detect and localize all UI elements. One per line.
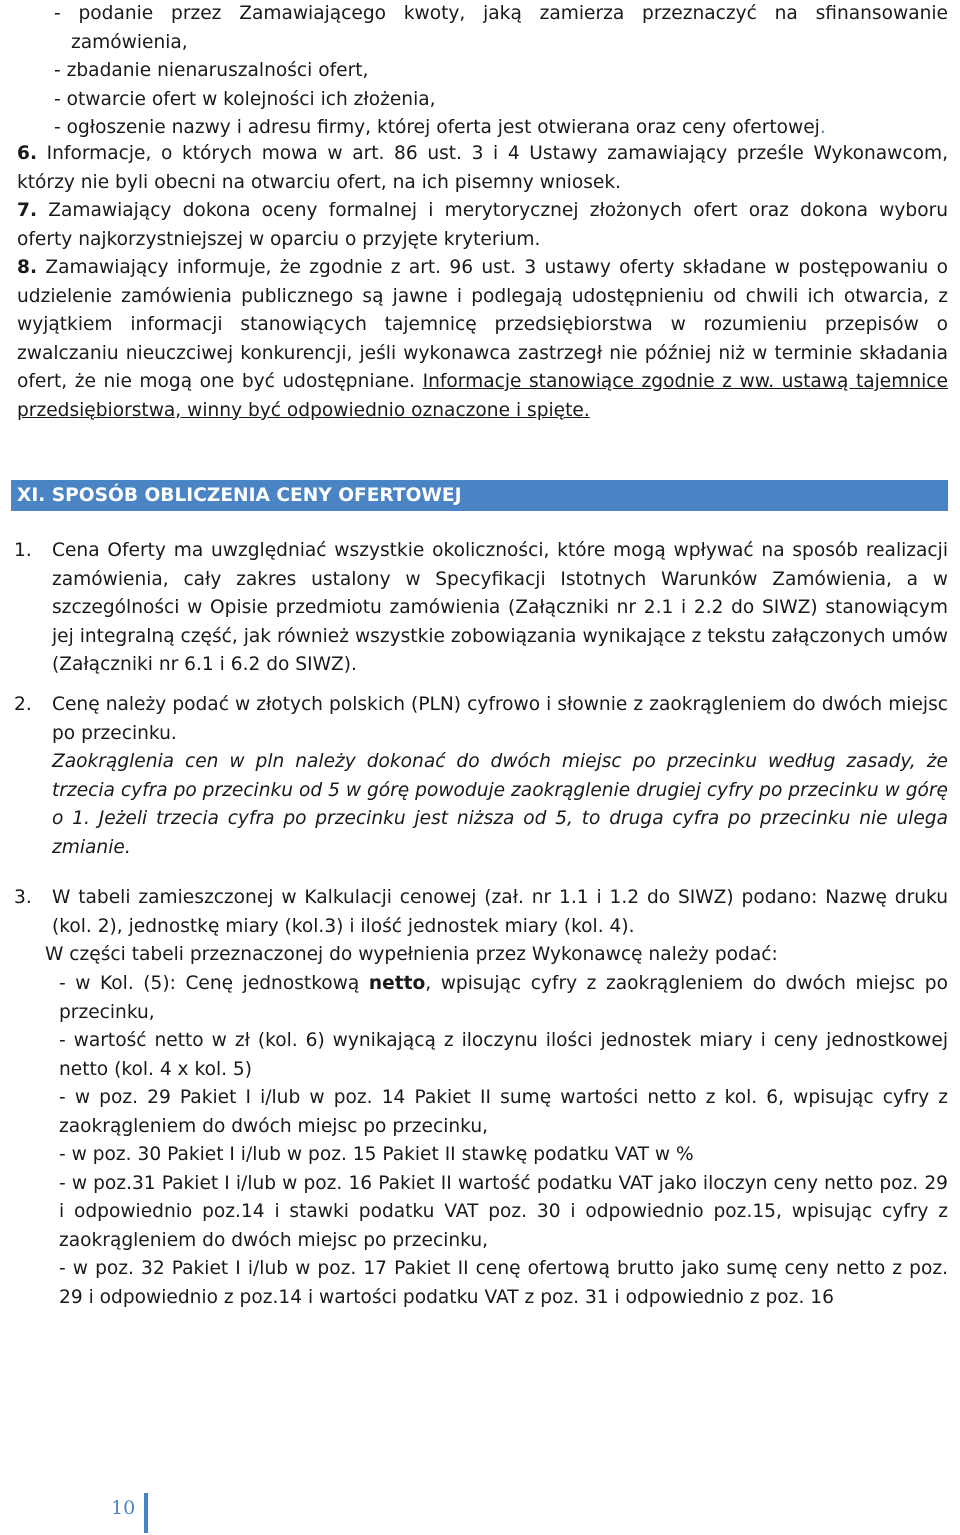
footer-bar (144, 1493, 148, 1533)
fill-intro: W części tabeli przeznaczonej do wypełnienia przez Wykonawcę należy podać: (45, 944, 778, 965)
item-number: 3. (14, 887, 32, 908)
item-number: 1. (14, 540, 32, 561)
list-item: zamówienia, (71, 31, 188, 53)
list-item: - w poz.31 Pakiet I i/lub w poz. 16 Pakiet II wartość podatku VAT jako iloczyn ceny netto poz. 29 i odpowiednio poz.14 i stawki podatku VAT poz. 30 i odpowiednio poz.15, wpisując cyfry z zaokrągleniem do dwóch miejsc po przecinku, (59, 1172, 948, 1251)
list-item-dot: . (819, 117, 826, 138)
section-title: XI. SPOSÓB OBLICZENIA CENY OFERTOWEJ (17, 485, 462, 506)
item-text: Cenę należy podać w złotych polskich (PLN) cyfrowo i słownie z zaokrągleniem do dwóch miejsc po przecinku. (52, 694, 948, 744)
opening-list (54, 0, 948, 143)
list-item: - wartość netto w zł (kol. 6) wynikającą z iloczynu ilości jednostek miary i ceny jednostkowej netto (kol. 4 x kol. 5) (59, 1030, 948, 1080)
item-number: 2. (14, 694, 32, 715)
list-item: - w poz. 30 Pakiet I i/lub w poz. 15 Pakiet II stawkę podatku VAT w % (59, 1144, 694, 1165)
rounding-rule: Zaokrąglenia cen w pln należy dokonać do dwóch miejsc po przecinku według zasady, że trzecia cyfra po przecinku od 5 w górę powoduje zaokrąglenie drugiej cyfry po przecinku w górę o 1. Jeżeli trzecia cyfra po przecinku jest niższa od 5, to druga cyfra po przecinku nie ulega zmianie. (52, 751, 948, 858)
item-number: 6. (17, 143, 38, 164)
item-number: 7. (17, 200, 38, 221)
list-item-text: - ogłoszenie nazwy i adresu firmy, której oferta jest otwierana oraz ceny ofertowej (54, 117, 820, 138)
list-item: - zbadanie nienaruszalności ofert, (54, 60, 369, 81)
price-item-2 (14, 691, 948, 862)
item-text: Zamawiający informuje, że zgodnie z art. 96 ust. 3 ustawy oferty składane w postępowaniu o udzielenie zamówienia publicznego są jawne i podlegają udostępnieniu od chwili ich otwarcia, z wyjątkiem informacji stanowiących tajemnicę przedsiębiorstwa w rozumieniu przepisów o zwalczaniu nieuczciwej konkurencji, jeśli wykonawca zastrzegł nie później niż w terminie składania ofert, że nie mogą one być udostępniane. (17, 257, 948, 392)
fill-list (59, 970, 948, 1312)
list-item: - podanie przez Zamawiającego kwoty, jaką zamierza przeznaczyć na sfinansowanie (54, 3, 948, 24)
item-text: Cena Oferty ma uwzględniać wszystkie okoliczności, które mogą wpływać na sposób realizacji zamówienia, cały zakres ustalony w Specyfikacji Istotnych Warunków Zamówienia, a w szczególności w Opisie przedmiotu zamówienia (Załączniki nr 2.1 i 2.2 do SIWZ) stanowiącym jej integralną część, jak również wszystkie zobowiązania wynikające z tekstu załączonych umów (Załączniki nr 6.1 i 6.2 do SIWZ). (52, 540, 948, 675)
item-6 (17, 140, 948, 197)
item-text: Informacje, o których mowa w art. 86 ust. 3 i 4 Ustawy zamawiający prześle Wykonawcom, którzy nie byli obecni na otwarciu ofert, na ich pisemny wniosek. (17, 143, 948, 193)
item-text: W tabeli zamieszczonej w Kalkulacji cenowej (zał. nr 1.1 i 1.2 do SIWZ) podano: Nazwę druku (kol. 2), jednostkę miary (kol.3) i ilość jednostek miary (kol. 4). (52, 887, 948, 937)
item-8 (17, 254, 948, 425)
list-item: - w poz. 29 Pakiet I i/lub w poz. 14 Pakiet II sumę wartości netto z kol. 6, wpisując cyfry z zaokrągleniem do dwóch miejsc po przecinku, (59, 1087, 948, 1137)
list-item-text: - w Kol. (5): Cenę jednostkową (59, 973, 369, 994)
list-item: - w poz. 32 Pakiet I i/lub w poz. 17 Pakiet II cenę ofertową brutto jako sumę ceny netto z poz. 29 i odpowiednio z poz.14 i wartości podatku VAT z poz. 31 i odpowiednio z poz. 16 (59, 1258, 948, 1308)
list-item: - otwarcie ofert w kolejności ich złożenia, (54, 88, 436, 110)
page-number: 10 (111, 1497, 136, 1519)
list-item-text: , wpisując cyfry z zaokrągleniem do dwóch miejsc po przecinku, (59, 973, 948, 1023)
underlined-note: Informacje stanowiące zgodnie z ww. ustawą tajemnice przedsiębiorstwa, winny być odpowiednio oznaczone i spięte. (17, 371, 948, 421)
list-item (54, 114, 948, 143)
item-text: Zamawiający dokona oceny formalnej i merytorycznej złożonych ofert oraz dokona wyboru oferty najkorzystniejszej w oparciu o przyjęte kryterium. (17, 200, 948, 250)
item-number: 8. (17, 257, 38, 278)
item-7 (17, 197, 948, 254)
price-item-3 (14, 884, 948, 941)
price-item-1 (14, 537, 948, 680)
emphasis-netto: netto (368, 973, 426, 994)
list-item (59, 970, 948, 1027)
